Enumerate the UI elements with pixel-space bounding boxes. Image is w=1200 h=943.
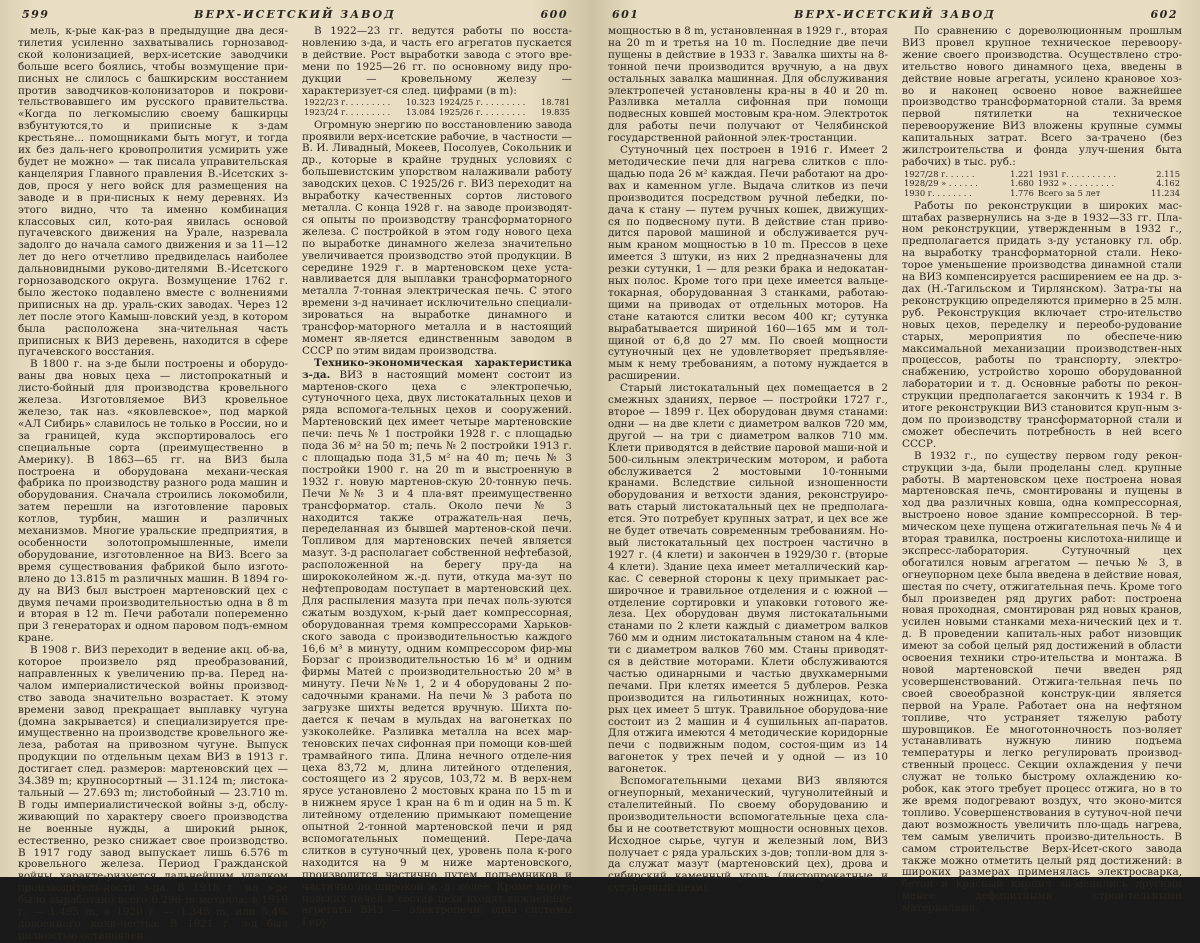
- table-cell: 19.835: [540, 107, 570, 118]
- paragraph: В 1908 г. ВИЗ переходит в ведение акц. об-ва, которое произвело ряд преобразований, направленных к увеличению пр-ва. Перед на-чалом империалистической войны производ-ство завода значительно возрастает. К этому времени завод прекращает выплавку чугуна (домна закрывается) и специализируется пре-имущественно на производстве кровельного же-леза, работая на привозном чугуне. Выпуск продукции по отдельным цехам ВИЗ в 1913 г. достигает след. размеров: мартеновский цех — 34.389 m; крупносортный — 31.124 m; листока-тальный — 27.693 m; листобойный — 23.710 m. В годы империалистической войны з-д, обслу-живающий по характеру своего производства не военные нужды, а широкий рынок, естественно, резко снижает свое производство. В 1917 году завод выпускает лишь 6.576 m кровельного железа. Период Гражданской войны характе-ризуется дальнейшим упадком производитель-ности з-да. В 1918 г. на з-де было выработано всего 6.296 m металла, в 1919 г. — 1.495 m, в 1920 г. — 1.345 m, или 5,4% довоенного коли-чества. В 1921 г. з-д был полностью остановлен.: [18, 644, 288, 942]
- table-cell: 1.680: [1010, 178, 1034, 189]
- table-cell: 1930 г. . . . . . . .: [904, 188, 972, 199]
- paragraph: В 1800 г. на з-де были построены и оборудо-ваны два новых цеха — листопрокатный и листо-бойный для производства кровельного железа. Изготовляемое ВИЗ кровельное железо, так наз. «яковлевское», под маркой «АЛ Сибирь» славилось не только в России, но и за границей, куда экспортировалось его специальные сорта (преимущественно в Америку). В 1863—65 гг. на ВИЗ была построена и оборудована механи-ческая фабрика по производству разного рода машин и оборудования. Сначала строились локомобили, затем перешли на изготовление паровых котлов, турбин, машин и различных механизмов. Многие уральские предприятия, в особенности золотопромышленные, имели оборудование, изготовленное на ВИЗ. Всего за время существования фабрикой было изгото-влено до 13.815 m различных машин. В 1894 го-ду на ВИЗ был выстроен мартеновский цех с двумя печами производительностью одна в 8 m и вторая в 12 m. Печи работали попеременно при 3 генераторах и одном паровом подъ-емном кране.: [18, 358, 288, 645]
- table-cell: 13.084: [405, 107, 435, 118]
- paragraph: Старый листокатальный цех помещается в 2 смежных зданиях, первое — постройки 1727 г., второе — 1899 г. Цех оборудован двумя станами: одни — на две клети с диаметром валков 720 мм, другой — на три с диаметром валков 710 мм. Клети приводятся в действие паровой маши-ной и 500-сильным электрическим мотором, и работа обслуживается 2 мостовыми 10-тонными кранами. Вследствие сильной изношенности оборудования и ветхости здания, реконструиро-вать старый листокатальный цех не предполага-ется. Это потребует крупных затрат, и цех все же не будет отвечать современным требованиям. Но-вый листокатальный цех построен частично в 1927 г. (4 клети) и закончен в 1929/30 г. (вторые 4 клети). Здание цеха имеет металлический кар-кас. С северной стороны к цеху примыкает рас-широчное и травильное отделения и с южной — отделение сортировки и упаковки готового же-леза. Цех оборудован двумя листокатальными станами по 2 клети каждый с диаметром валков 760 мм и одним листокатальным станом на 4 кле-ти с диаметром валков 760 мм. Станы приводят-ся в действие моторами. Клети обслуживаются частью одинарными и частью двухкамерными печами. При клетях имеется 5 дублеров. Резка производится на гильотинных ножницах, кото-рых цех имеет 5 штук. Травильное оборудова-ние состоит из 2 машин и 4 сушильных ап-паратов. Для отжига имеются 4 методические коридорные печи с подвижным подом, состоя-щим из 14 вагонеток у трех печей и у одной — из 10 вагонеток.: [608, 382, 888, 776]
- paragraph: В 1922—23 гг. ведутся работы по восста-новлению з-да, и часть его агрегатов пускается в действие. Рост выработки завода с этого вре-мени по 1925—26 гг. по основному виду про-дукции — кровельному железу — характеризует-ся след. цифрами (в m):: [302, 25, 572, 97]
- table-cell: 4.162: [1156, 178, 1180, 189]
- paragraph: [302, 358, 572, 930]
- table-cell: 1928/29 » . . . . . .: [904, 178, 978, 189]
- table-cell: 1927/28 г. . . . . .: [904, 168, 975, 179]
- table-cell: 1931 г. . . . . . . . . .: [1037, 168, 1117, 179]
- column-2: [302, 25, 573, 929]
- page-number-599: 599: [22, 8, 50, 21]
- table-cell: 10.323: [405, 97, 435, 108]
- table-cell: Всего за 5 лет: [1037, 188, 1101, 199]
- table-row: [302, 108, 572, 118]
- right-page-header: [600, 8, 1190, 26]
- investment-table: [902, 170, 1182, 199]
- running-title: ВЕРХ-ИСЕТСКИЙ ЗАВОД: [194, 8, 396, 21]
- table-cell: 1932 » . . . . . . . . .: [1037, 178, 1115, 189]
- output-table: [302, 98, 572, 117]
- column-3: [608, 25, 888, 895]
- paragraph: Вспомогательными цехами ВИЗ являются огнеупорный, механический, чугунолитейный и сталелитейный. По своему оборудованию и производительности вспомогательные цеха сла-бы и не соответствуют мощности основных цехов. Исходное сырье, чугун и железный лом, ВИЗ получает с ряда уральских з-дов; топли-вом для з-да служат мазут (мартеновский цех), дрова и сибирский каменный уголь (листопрокатные и сутуночный цехи).: [608, 775, 888, 895]
- table-cell: 2.115: [1156, 168, 1180, 179]
- table-cell: 18.781: [540, 97, 570, 108]
- table-cell: 1923/24 г. . . . . . . . .: [304, 107, 391, 118]
- section-heading: Технико-экономическая характеристика з-да.: [302, 356, 572, 381]
- table-cell: 11.234: [1150, 188, 1180, 199]
- table-cell: 1.776: [1010, 188, 1034, 199]
- running-title: ВЕРХ-ИСЕТСКИЙ ЗАВОД: [794, 8, 996, 21]
- left-page-header: [10, 8, 580, 26]
- table-cell: 1925/26 г. . . . . . . . .: [438, 107, 526, 118]
- paragraph: Работы по реконструкции в широких мас-штабах развернулись на з-де в 1932—33 гг. Пла-ном реконструкции, утвержденным в 1932 г., предполагается придать з-ду установку гл. обр. на выработку трансформаторной стали. Неко-торое уменьшение производства динамной стали на ВИЗ компенсируется расширением ее на др. з-дах (Н.-Тагильском и Тирлянском). Затра-ты на реконструкцию определяются примерно в 25 млн. руб. Реконструкция включает стро-ительство новых цехов, переделку и переобо-рудование старых, мероприятия по обеспече-нию максимальной механизации производствен-ных процессов, работы по транспорту, электро-снабжению, устройство хорошо оборудованной лаборатории и т. д. Основные работы по рекон-струкции предполагается закончить к 1934 г. В итоге реконструкции ВИЗ становится круп-ным з-дом по производству трансформаторной стали и сможет обеспечить потребность в ней всего СССР.: [902, 199, 1182, 450]
- column-4: [902, 25, 1182, 915]
- table-cell: 1924/25 г. . . . . . . . .: [438, 97, 526, 108]
- column-1: [18, 25, 288, 942]
- page-number-600: 600: [540, 8, 568, 21]
- paragraph: Сутуночный цех построен в 1916 г. Имеет 2 методические печи для нагрева слитков с пло-щадью пода 26 м² каждая. Печи работают на дро-вах и каменном угле. Выдача слитков из печи производится посредством ручной лебедки, по-дача к стану — путем ручных кошек, движущих-ся по подвесному пути. В действие стан приво-дится паровой машиной и обслуживается руч-ным краном мощностью в 10 m. Прессов в цехе имеется 3 штуки, из них 2 предназначены для резки сутунки, 1 — для резки брака и недокатан-ных полос. Кроме того при цехе имеется вальце-токарная, оборудованная 3 станками, работаю-щими на приводах от отдельных моторов. На стане катаются слитки весом 400 кг; сутунка вырабатывается шириной 160—165 мм и тол-щиной от 6,8 до 27 мм. По своей мощности сутуночный цех не удовлетворяет предъявляе-мым к нему требованиям, а потому нуждается в расширении.: [608, 144, 888, 383]
- paragraph: мощностью в 8 m, установленная в 1929 г., вторая на 20 m и третья на 10 m. Последние две печи пущены в действие в 1933 г. Завалка шихты на 8-тонной печи производится вручную, а на двух остальных завалка машинная. Для обслуживания электропечей установлены кра-ны в 40 и 20 m. Разливка металла сифонная при помощи подвесных ковшей мостовым кра-ном. Электроток для работы печи получают от Челябинской государственной районной элек-тростанции.: [608, 25, 888, 145]
- page-number-601: 601: [612, 8, 640, 21]
- page-number-602: 602: [1150, 8, 1178, 21]
- table-cell: 1.221: [1010, 168, 1034, 179]
- paragraph: мель, к-рые как-раз в предыдущие два деся-тилетия усиленно захватывались горнозавод-ской колонизацией, верх-исетские заводчики больше всего боялись, чтобы возмущение при-писных не слилось с башкирским восстанием против заводчиков-колонизаторов и покрови-тельствовавшего им русского правительства. «Когда по легкомыслию своему башкирцы взбунтуются,то и приписные к з-дам крестьяне... помощниками быть могут, и тогда их без даль-него кровопролития усмирить уже будет не можно» — так писала управительская канцелярия Главного правления В.-Исетских з-дов, прося у него войск для размещения на заводе и в при-писных к нему деревнях. Из этого видно, что та именно комбинация классовых сил, кото-рая явилась основой пугачевского движения на Урале, назревала задолго до начала самого движения и за 11—12 лет до него отчетливо предвиделась наиболее дальновидными руково-дителями В.-Исетского горнозаводского округа. Возмущение 1762 г. было жестоко подавлено вместе с волнениями приписных на др. ураль-ских заводах. Через 12 лет после этого Камыш-ловский уезд, в котором была расположена зна-чительная часть приписных к ВИЗ деревень, находится в сфере пугачевского восстания.: [18, 25, 288, 359]
- paragraph: Огромную энергию по восстановлению завода проявили верх-исетские рабочие, в частности — В. И. Ливадный, Мокеев, Посолуев, Сокольник и др., которые в крайне трудных условиях с большевистским упорством налаживали работу заводских цехов. С 1925/26 г. ВИЗ переходит на выработку качественных сортов листового металла. С конца 1928 г. на заводе производят-ся опыты по производству трансформаторного железа. С постройкой в этом году нового цеха по выработке динамного железа значительно увеличивается производство этой продукции. В середине 1929 г. в мартеновском цехе уста-навливается для выплавки трансформаторного металла 7-тонная электрическая печь. С этого времени з-д начинает исключительно специали-зироваться на выработке динамного и трансфор-маторного металла и в настоящий момент яв-ляется единственным заводом в СССР по этим видам производства.: [302, 118, 572, 357]
- table-cell: 1922/23 г. . . . . . . . .: [304, 97, 391, 108]
- right-page: [590, 0, 1200, 915]
- paragraph: В 1932 г., по существу первом году рекон-струкции з-да, были проделаны след. крупные работы. В мартеновском цехе построена новая мартеновская печь, смонтированы и пущены в ход два различных ковша, одна компрессорная, выстроено новое здание компрессорной. В тер-мическом цехе пущена отжигательная печь № 4 и вторая травилка, построены кислотоха-нилище и экспресс-лаборатория. Сутуночный цех обогатился новым агрегатом — печью № 3, в огнеупорном цехе была введена в действие новая, шестая по счету, отжигательная печь. Кроме того был произведен ряд других работ: построена новая проходная, смонтирован ряд новых кранов, усилен новыми станками меха-нический цех и т. д. В проведении капиталь-ных работ низовщик имеют за собой целый ряд достижений в области освоения техники стро-ительства и монтажа. В новой мартеновской печи введен ряд усовершенствований. Отжига-тельная печь по своей своеобразной конструк-ции является первой на Урале. Работает она на нефтяном топливе, что устраняет тяжелую работу шуровщиков. Ее многотонночность поз-воляет устанавливать нужную линию подъема температуры и легко регулировать производ-ственный процесс. Секции охлаждения у печи служат не только быстрому охлаждению ко-робок, как этого требует процесс отжига, но в то же время подогревают воздух, что эконо-мится топливо. Усовершенствования в сутуноч-ной печи дают возможность увеличить пло-щадь нагрева, тем самым увеличить произво-дительность. В самом строительстве Верх-Исет-ского завода также можно отметить целый ряд достижений: в широких размерах применялась электросварка, бетон и красный кирпич за-менялись другими менее дефицитными строи-тельными материалами.: [902, 449, 1182, 915]
- paragraph: По сравнению с дореволюционным прошлым ВИЗ провел крупное техническое перевоору-жение своего производства. Осуществлено стро-ительство нового динамного цеха, введены в действие новые агрегаты, усилено крановое хоз-во и наконец освоено новое важнейшее производство трансформаторной стали. За время первой пятилетки на техническое перевооружение ВИЗ вложены крупные суммы капитальных затрат. Всего за-трачено (без жилстроительства и фонда улуч-шения быта рабочих) в тыс. руб.:: [902, 25, 1182, 168]
- paragraph-text: ВИЗ в настоящий момент состоит из мартенов-ского цеха с электропечью, сутуночного цеха, двух листокатальных цехов и ряда вспомога-тельных цехов и сооружений. Мартеновский цех имеет четыре мартеновские печи: печь № 1 постройки 1928 г. с площадью пода 36 м² на 50 m; печь № 2 постройки 1913 г. с площадью пода 31,5 м² на 40 m; печь № 3 постройки 1900 г. на 20 m и выстроенную в 1932 г. новую мартенов-скую 20-тонную печь. Печи №№ 3 и 4 пла-вят преимущественно трансформатор. сталь. Около печи № 3 находится также отражатель-ная печь, переделанная из бывшей мартенов-ской печи. Топливом для мартеновских печей является мазут. З-д располагает собственной нефтебазой, расположенной на берегу пру-да на ширококолейном ж.-д. пути, откуда ма-зут по нефтепроводам поступает в мартеновский цех. Для распыления мазута при печах поль-зуются сжатым воздухом, к-рый дает компрессорная, оборудованная тремя компрессорами Харьков-ского завода с производительностью каждого 16,6 м³ в минуту, одним компрессором фир-мы Борзаг с производительностью 16 м³ и одним фирмы Матей с производительностью 20 м³ в минуту. Печи №№ 1, 2 и 4 оборудованы 2 по-садочными кранами. На печи № 3 работа по загрузке шихты ведется вручную. Шихта по-дается к печам в мульдах на вагонетках по узкоколейке. Разливка металла на всех мар-теновских печах сифонная при помощи ков-шей трамвайного типа. Длина нечного отделе-ния цеха 83,72 м, длина литейного отделения, состоящего из 2 ярусов, 103,72 м. В верх-нем ярусе установлено 2 мостовых крана по 15 m и в нижнем ярусе 1 кран на 6 m и один на 5 m. К литейному отделению примыкают помещение опытной 2-тонной мартеновской печи и ряд вспомогательных помещений. Пере-дача слитков в сутуночный цех, уровень пола к-рого находится на 9 м ниже мартеновского, производится частично путем подъемников и частично по широкой ж.-д. колее. Кроме марте-новских печей в состав цеха входят важнейшие агрегаты ВИЗ — электропечи: одна системы Геру: [302, 368, 573, 929]
- left-page: [0, 0, 590, 942]
- table-row: [902, 189, 1182, 199]
